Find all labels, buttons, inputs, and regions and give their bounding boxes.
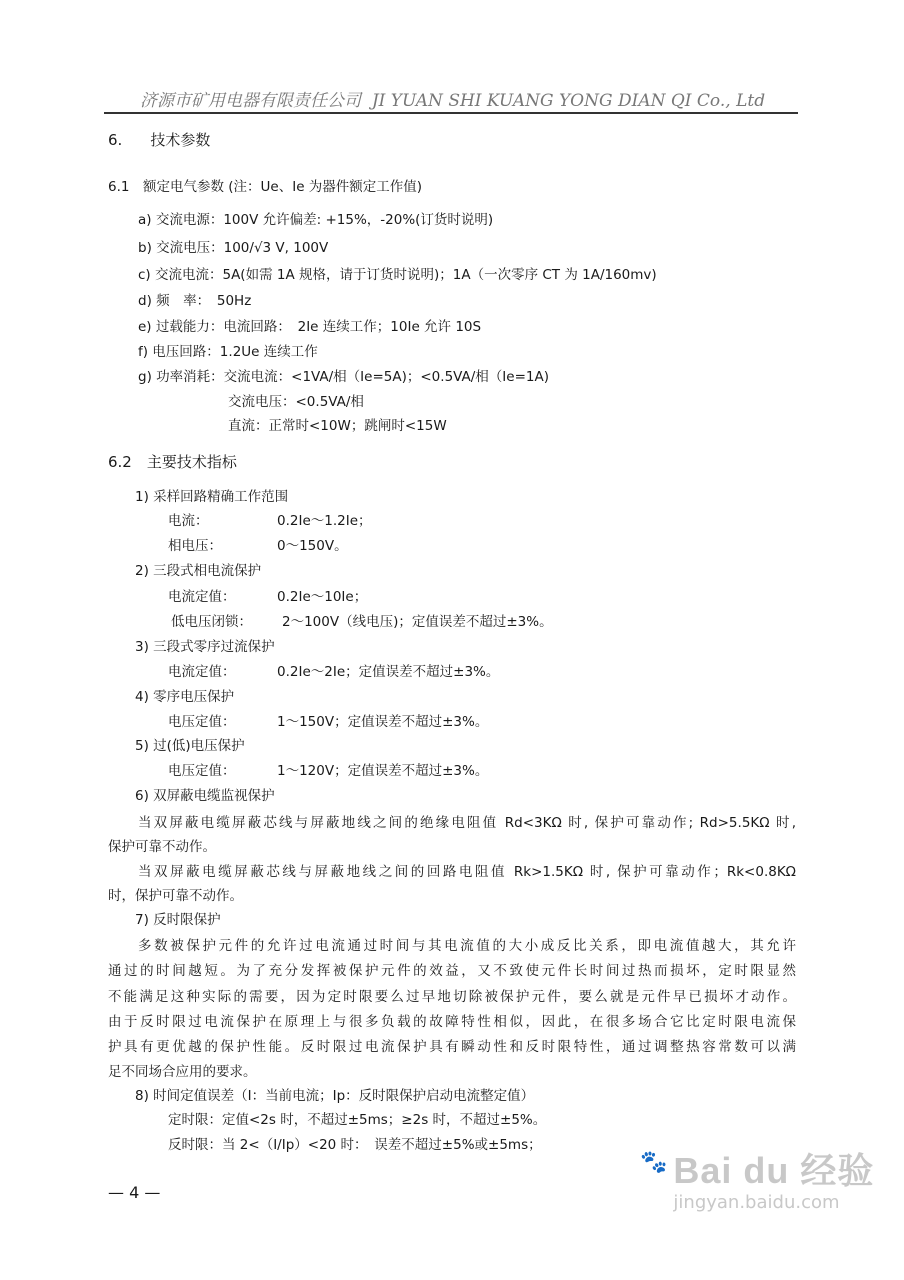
page-header	[140, 86, 765, 111]
watermark-text	[673, 1150, 874, 1214]
paw-icon: 🐾	[640, 1150, 668, 1175]
item-7: 7) 反时限保护	[135, 912, 221, 928]
item-2: 2) 三段式相电流保护	[135, 563, 262, 579]
section-6-2-heading: 6.2 主要技术指标	[108, 453, 237, 471]
item-4a-value: 1～150V；定值误差不超过±3%。	[277, 714, 489, 730]
item-8: 8) 时间定值误差（I：当前电流；Ip：反时限保护启动电流整定值）	[135, 1088, 535, 1104]
item-3a-value: 0.2Ie～2Ie；定值误差不超过±3%。	[277, 664, 500, 680]
spec-f: f) 电压回路：1.2Ue 连续工作	[138, 344, 318, 360]
section-number: 6.	[108, 131, 123, 149]
item-5: 5) 过(低)电压保护	[135, 738, 245, 754]
item-1b-label: 相电压：	[168, 538, 222, 554]
watermark-url: jingyan.baidu.com	[673, 1192, 840, 1213]
spec-g: g) 功率消耗：交流电流：<1VA/相（Ie=5A)；<0.5VA/相（Ie=1A)	[138, 369, 549, 385]
watermark-logo: Bai du 经验	[673, 1150, 875, 1191]
paragraph-line: 由于反时限过电流保护在原理上与很多负载的故障特性相似，因此，在很多场合它比定时限电流保	[108, 1014, 796, 1030]
item-1: 1) 采样回路精确工作范围	[135, 489, 289, 505]
paragraph-line: 当双屏蔽电缆屏蔽芯线与屏蔽地线之间的回路电阻值 Rk>1.5KΩ 时, 保护可靠动作；Rk<0.8KΩ	[138, 864, 796, 880]
header-company-en: JI YUAN SHI KUANG YONG DIAN QI Co., Ltd	[371, 91, 766, 111]
item-2b-label: 低电压闭锁：	[171, 614, 252, 630]
item-1b-value: 0～150V。	[277, 538, 348, 554]
section-6-heading	[108, 131, 210, 149]
item-5a-label: 电压定值：	[168, 763, 236, 779]
section-6-1-heading: 6.1 额定电气参数 (注：Ue、Ie 为器件额定工作值)	[108, 179, 423, 195]
paragraph-line: 当双屏蔽电缆屏蔽芯线与屏蔽地线之间的绝缘电阻值 Rd<3KΩ 时, 保护可靠动作; Rd>5.5KΩ 时,	[138, 815, 796, 831]
paragraph-line: 通过的时间越短。为了充分发挥被保护元件的效益，又不致使元件长时间过热而损坏，定时限显然	[108, 963, 796, 979]
item-1a-value: 0.2Ie～1.2Ie；	[277, 513, 372, 529]
spec-e: e) 过载能力：电流回路： 2Ie 连续工作；10Ie 允许 10S	[138, 319, 482, 335]
item-2a-label: 电流定值：	[168, 589, 236, 605]
paragraph-line: 保护可靠不动作。	[108, 839, 216, 855]
section-title: 技术参数	[150, 131, 211, 149]
paragraph-line: 足不同场合应用的要求。	[108, 1064, 257, 1080]
spec-b: b) 交流电压：100/√3 V, 100V	[138, 240, 329, 256]
item-8b: 反时限：当 2<（I/Ip）<20 时： 误差不超过±5%或±5ms；	[168, 1137, 542, 1153]
spec-c: c) 交流电流：5A(如需 1A 规格，请于订货时说明)；1A（一次零序 CT 为 1A/160mv)	[138, 267, 657, 283]
item-4: 4) 零序电压保护	[135, 689, 235, 705]
page-number: — 4 —	[108, 1183, 161, 1202]
item-2b-value: 2～100V（线电压)；定值误差不超过±3%。	[282, 614, 553, 630]
paragraph-line: 多数被保护元件的允许过电流通过时间与其电流值的大小成反比关系，即电流值越大，其允许	[138, 938, 796, 954]
item-8a: 定时限：定值<2s 时，不超过±5ms；≥2s 时，不超过±5%。	[168, 1112, 547, 1128]
paragraph-line: 护具有更优越的保护性能。反时限过电流保护具有瞬动性和反时限特性，通过调整热容常数可以满	[108, 1039, 796, 1055]
item-3: 3) 三段式零序过流保护	[135, 639, 275, 655]
paragraph-line: 不能满足这种实际的需要，因为定时限要么过早地切除被保护元件，要么就是元件早已损坏才动作。	[108, 989, 796, 1005]
spec-g-voltage: 交流电压：<0.5VA/相	[228, 394, 364, 410]
item-3a-label: 电流定值：	[168, 664, 236, 680]
header-company-cn: 济源市矿用电器有限责任公司	[140, 91, 361, 111]
header-rule	[104, 112, 798, 114]
baidu-jingyan-watermark	[640, 1150, 874, 1214]
spec-d: d) 频 率： 50Hz	[138, 293, 252, 309]
spec-g-dc: 直流：正常时<10W；跳闸时<15W	[228, 418, 447, 434]
item-1a-label: 电流：	[168, 513, 209, 529]
item-2a-value: 0.2Ie～10Ie；	[277, 589, 368, 605]
paragraph-line: 时，保护可靠不动作。	[108, 888, 243, 904]
item-4a-label: 电压定值：	[168, 714, 236, 730]
spec-a: a) 交流电源：100V 允许偏差: +15%，-20%(订货时说明)	[138, 212, 494, 228]
item-6: 6) 双屏蔽电缆监视保护	[135, 788, 275, 804]
item-5a-value: 1～120V；定值误差不超过±3%。	[277, 763, 489, 779]
